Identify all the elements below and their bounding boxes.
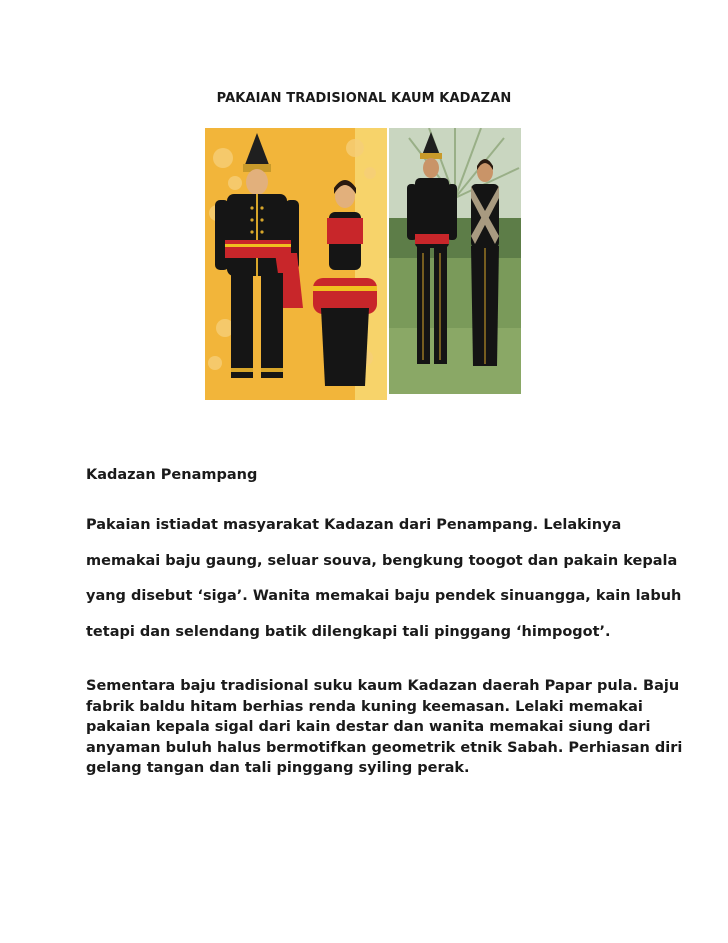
paragraph-penampang: Pakaian istiadat masyarakat Kadazan dari Penampang. Lelakinya memakai baju gaung, seluar souva, bengkung toogot dan pakain kepala yang disebut ‘siga’. Wanita memakai baju pendek sinuangga, kain labuh tetapi dan selendang batik dilengkapi tali pinggang ‘himpogot’. [86, 517, 682, 640]
page-title: PAKAIAN TRADISIONAL KAUM KADAZAN [216, 91, 512, 106]
section-heading: Kadazan Penampang [86, 467, 258, 483]
costume-photo-papar [389, 128, 521, 394]
costume-photo-penampang [205, 128, 387, 400]
paragraph-papar: Sementara baju tradisional suku kaum Kadazan daerah Papar pula. Baju fabrik baldu hitam berhias renda kuning keemasan. Lelaki memakai pakaian kepala sigal dari kain destar dan wanita memakai siung dari anyaman buluh halus bermotifkan geometrik etnik Sabah. Perhiasan diri gelang tangan dan tali pinggang syiling perak. [86, 678, 683, 777]
